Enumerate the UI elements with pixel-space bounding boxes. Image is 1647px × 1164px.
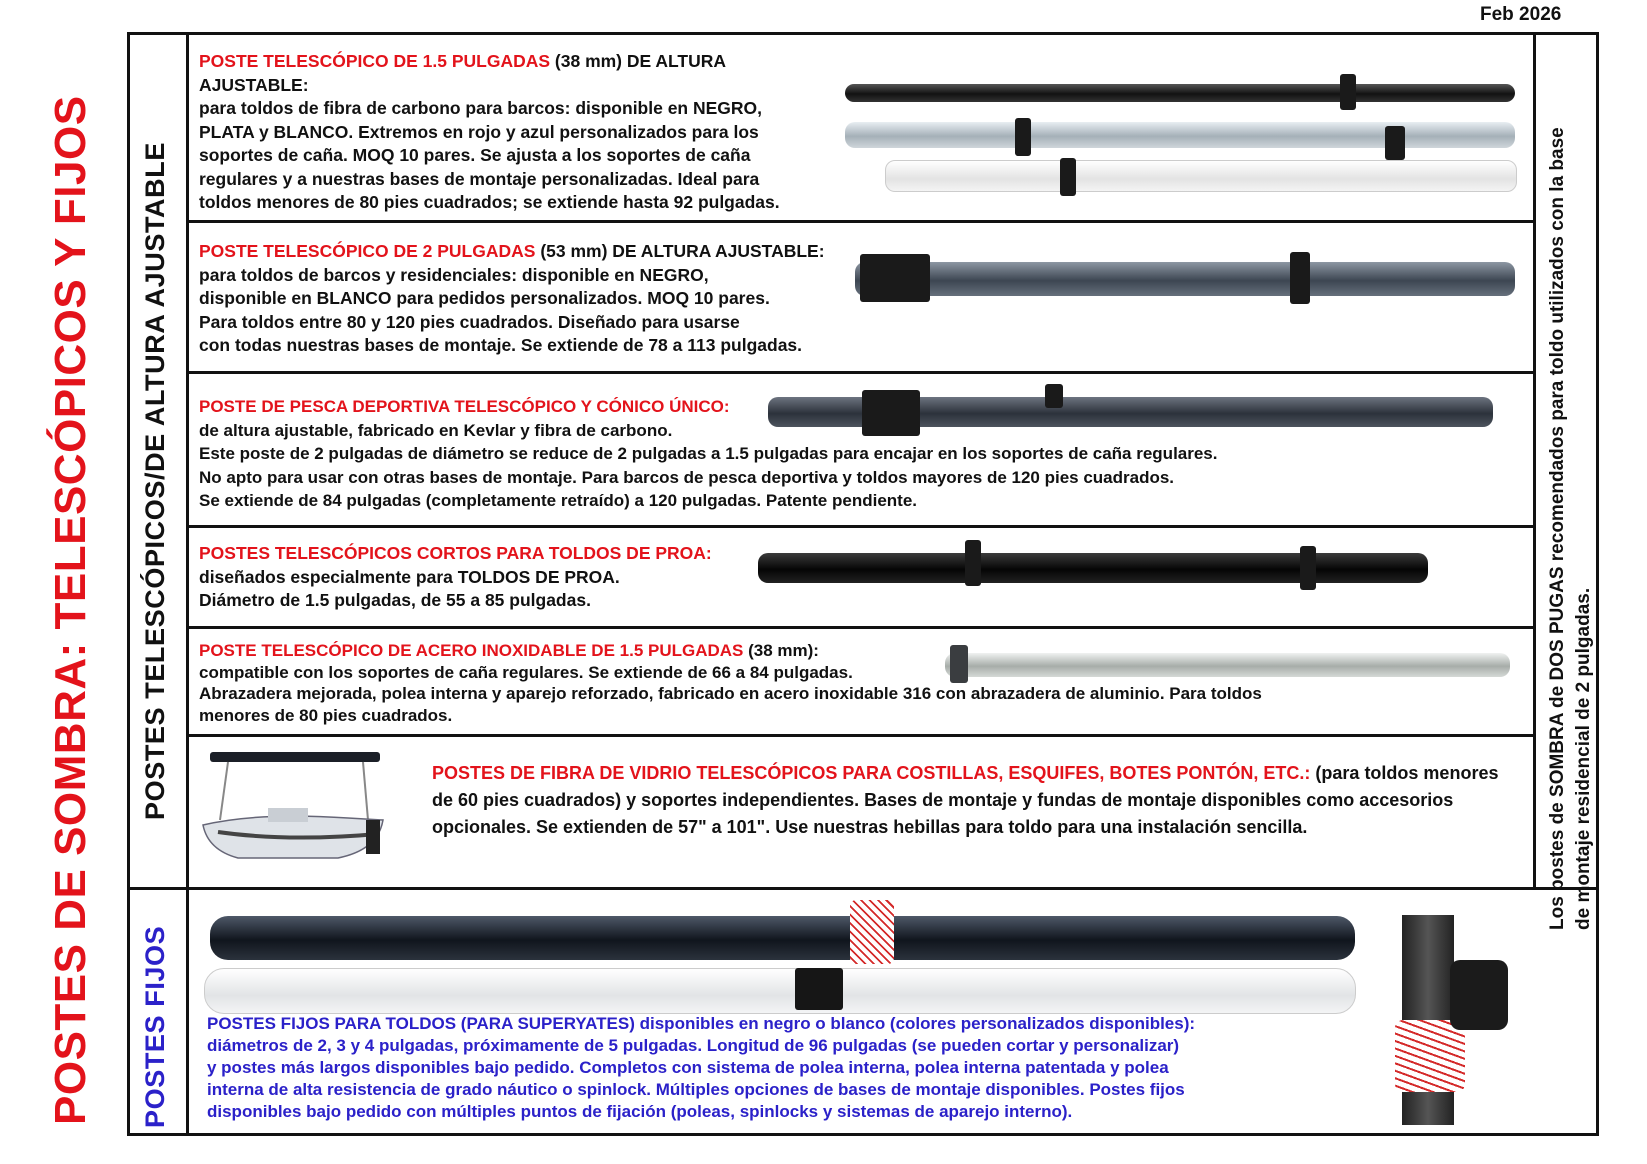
fixed-line: interna de alta resistencia de grado náutico o spinlock. Múltiples opciones de bases de montaje disponibles. Postes fijos xyxy=(207,1080,1185,1099)
clamp-image xyxy=(1300,546,1316,590)
pulley-block-image xyxy=(795,968,843,1010)
fixed-line: diámetros de 2, 3 y 4 pulgadas, próximamente de 5 pulgadas. Longitud de 96 pulgadas (se pueden cortar y personalizar) xyxy=(207,1036,1180,1055)
right-note: Los postes de SOMBRA de DOS PUGAS recomendados para toldo utilizados con la base de montaje residencial de 2 pulgadas. xyxy=(1547,127,1594,930)
panel-1-heading xyxy=(199,50,839,97)
panel-2-heading-red: POSTE TELESCÓPICO DE 2 PULGADAS xyxy=(199,241,536,261)
clamp-image xyxy=(1045,384,1063,408)
clamp-image xyxy=(965,540,981,586)
panel-1-heading-rest: (38 mm) DE ALTURA AJUSTABLE: xyxy=(199,51,726,95)
panel-6-heading xyxy=(432,760,1512,787)
panel-4-text xyxy=(199,542,759,613)
divider-right xyxy=(1533,32,1536,890)
panel-1-line: toldos menores de 80 pies cuadrados; se extiende hasta 92 pulgadas. xyxy=(199,192,780,212)
rope-wrap-image xyxy=(1395,1020,1465,1092)
panel-2-line: disponible en BLANCO para pedidos personalizados. MOQ 10 pares. xyxy=(199,288,770,308)
panel-2-line: para toldos de barcos y residenciales: disponible en NEGRO, xyxy=(199,264,709,285)
pole-bow-image xyxy=(758,553,1428,583)
clamp-image xyxy=(860,254,930,302)
rope-knot-image xyxy=(850,900,894,964)
panel-1-line: para toldos de fibra de carbono para barcos: disponible en NEGRO, xyxy=(199,98,763,118)
panel-5-line: menores de 80 pies cuadrados. xyxy=(199,705,453,725)
panel-1-line: regulares y a nuestras bases de montaje personalizadas. Ideal para xyxy=(199,168,760,189)
panel-2-text xyxy=(199,240,859,358)
panel-2-heading-rest: (53 mm) DE ALTURA AJUSTABLE: xyxy=(535,241,825,261)
panel-6-heading-red: POSTES DE FIBRA DE VIDRIO TELESCÓPICOS PARA COSTILLAS, ESQUIFES, BOTES PONTÓN, ETC.: xyxy=(432,763,1311,783)
panel-5-line: Abrazadera mejorada, polea interna y aparejo reforzado, fabricado en acero inoxidable 316 con abrazadera de aluminio. Para toldos xyxy=(199,684,1262,703)
boat-image xyxy=(198,750,393,875)
panel-5-heading-rest: (38 mm): xyxy=(743,641,819,660)
clamp-image xyxy=(1060,158,1076,196)
fixed-line: disponibles bajo pedido con múltiples puntos de fijación (poleas, spinlocks y sistemas de aparejo interno). xyxy=(207,1102,1073,1121)
panel-6-line: de 60 pies cuadrados) y soportes independientes. Bases de montaje y fundas de montaje disponibles como accesorios xyxy=(432,790,1454,810)
pole-black-image xyxy=(845,84,1515,102)
section-telescopic-label: POSTES TELESCÓPICOS/DE ALTURA AJUSTABLE xyxy=(140,142,170,820)
pole-stainless-image xyxy=(945,653,1510,677)
panel-5-line: compatible con los soportes de caña regulares. Se extiende de 66 a 84 pulgadas. xyxy=(199,662,853,682)
fixed-line: y postes más largos disponibles bajo pedido. Completos con sistema de polea interna, polea interna patentada y polea xyxy=(207,1058,1169,1077)
panel-5-heading-red: POSTE TELESCÓPICO DE ACERO INOXIDABLE DE 1.5 PULGADAS xyxy=(199,641,744,660)
panel-3-line: No apto para usar con otras bases de montaje. Para barcos de pesca deportiva y toldos mayores de 120 pies cuadrados. xyxy=(199,467,1175,487)
panel-6-line: opcionales. Se extienden de 57" a 101". Use nuestras hebillas para toldo para una instalación sencilla. xyxy=(432,817,1308,837)
divider-h1 xyxy=(186,220,1533,223)
panel-2-line: Para toldos entre 80 y 120 pies cuadrados. Diseñado para usarse xyxy=(199,311,740,332)
fixed-text xyxy=(207,1013,1397,1123)
panel-4-heading xyxy=(199,542,759,566)
panel-3-line: de altura ajustable, fabricado en Kevlar y fibra de carbono. xyxy=(199,420,673,440)
clamp-image xyxy=(862,390,920,436)
fixed-line: POSTES FIJOS PARA TOLDOS (PARA SUPERYATES) disponibles en negro o blanco (colores personalizados disponibles): xyxy=(207,1014,1196,1033)
divider-h2 xyxy=(186,371,1533,374)
clamp-image xyxy=(1290,252,1310,304)
pole-fixed-white-image xyxy=(204,968,1356,1014)
section-fixed-label-part2: FIJOS xyxy=(140,925,170,1007)
divider-h6 xyxy=(127,887,1599,890)
divider-h3 xyxy=(186,525,1533,528)
pole-silver-image xyxy=(845,122,1515,148)
divider-left xyxy=(186,32,189,1136)
panel-4-line: Diámetro de 1.5 pulgadas, de 55 a 85 pulgadas. xyxy=(199,590,591,610)
clamp-image xyxy=(1340,74,1356,110)
panel-1-line: PLATA y BLANCO. Extremos en rojo y azul personalizados para los xyxy=(199,121,759,142)
clamp-image xyxy=(1385,126,1405,160)
main-title: POSTES DE SOMBRA: TELESCÓPICOS Y FIJOS xyxy=(46,95,95,1125)
spinlock-image xyxy=(1450,960,1508,1030)
panel-1-text xyxy=(199,50,839,215)
divider-h4 xyxy=(186,626,1533,629)
date-label: Feb 2026 xyxy=(1480,4,1562,25)
section-fixed-label-part1: POSTES xyxy=(140,1006,170,1128)
panel-6-text xyxy=(432,760,1512,841)
panel-1-line: soportes de caña. MOQ 10 pares. Se ajusta a los soportes de caña xyxy=(199,145,751,165)
section-fixed-label xyxy=(140,926,171,1128)
panel-6-heading-rest: (para toldos menores xyxy=(1310,763,1499,783)
panel-2-heading xyxy=(199,240,859,264)
panel-2-line: con todas nuestras bases de montaje. Se extiende de 78 a 113 pulgadas. xyxy=(199,335,803,355)
panel-3-line: Este poste de 2 pulgadas de diámetro se reduce de 2 pulgadas a 1.5 pulgadas para encajar en los soportes de caña regulares. xyxy=(199,444,1218,463)
panel-4-line: diseñados especialmente para TOLDOS DE PROA. xyxy=(199,566,620,587)
clamp-image xyxy=(1015,118,1031,156)
pole-white-image xyxy=(885,160,1517,192)
clamp-image xyxy=(950,645,968,683)
panel-3-heading-red: POSTE DE PESCA DEPORTIVA TELESCÓPICO Y CÓNICO ÚNICO: xyxy=(199,397,730,416)
divider-h5 xyxy=(186,734,1533,737)
panel-4-heading-red: POSTES TELESCÓPICOS CORTOS PARA TOLDOS DE PROA: xyxy=(199,543,712,563)
panel-3-line: Se extiende de 84 pulgadas (completamente retraído) a 120 pulgadas. Patente pendiente. xyxy=(199,491,917,510)
panel-1-heading-red: POSTE TELESCÓPICO DE 1.5 PULGADAS xyxy=(199,51,551,71)
pole-2in-image xyxy=(855,262,1515,296)
pole-fixed-black-image xyxy=(210,916,1355,960)
